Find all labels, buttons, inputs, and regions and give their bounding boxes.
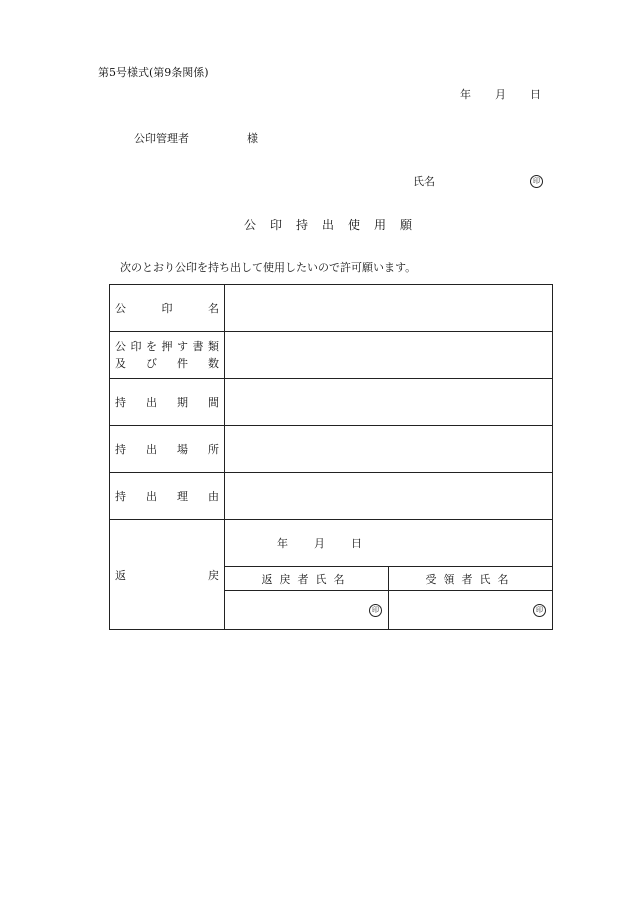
label-char: す (177, 340, 188, 353)
value-period[interactable] (225, 379, 553, 426)
row-reason (110, 473, 553, 520)
addressee-honorific: 様 (247, 132, 258, 145)
row-seal-name (110, 285, 553, 332)
row-period (110, 379, 553, 426)
label-char: を (146, 340, 157, 353)
label-char: 理 (177, 490, 188, 503)
label-char: 由 (208, 490, 219, 503)
return-section (225, 520, 553, 630)
label-char: 出 (146, 490, 157, 503)
label-period (110, 379, 225, 426)
row-documents (110, 332, 553, 379)
label-char: び (146, 357, 157, 370)
value-documents[interactable] (225, 332, 553, 379)
label-char: 印 (130, 340, 142, 353)
label-char: 数 (208, 357, 219, 370)
receiver-name-header: 受領者氏名 (389, 567, 552, 591)
label-seal-name (110, 285, 225, 332)
document-title: 公印持出使用願 (244, 218, 427, 232)
label-char: 及 (115, 357, 126, 370)
value-reason[interactable] (225, 473, 553, 520)
label-char: 場 (177, 443, 188, 456)
label-char: 公 (115, 340, 126, 353)
returner-sign-cell[interactable] (225, 591, 389, 629)
label-char: 公 (115, 302, 126, 315)
label-char: 押 (161, 340, 173, 353)
label-char: 間 (208, 396, 219, 409)
label-char: 所 (208, 443, 219, 456)
return-year: 年 (277, 537, 288, 550)
label-char: 持 (115, 443, 126, 456)
label-char: 書 (192, 340, 204, 353)
label-char: 持 (115, 396, 126, 409)
label-char: 戻 (208, 568, 219, 582)
returner-name-header: 返戻者氏名 (225, 567, 389, 591)
intro-text: 次のとおり公印を持ち出して使用したいので許可願います。 (120, 261, 417, 274)
seal-icon: 印 (533, 604, 546, 617)
label-char: 名 (208, 302, 219, 315)
label-char: 出 (146, 396, 157, 409)
receiver-sign-cell[interactable] (389, 591, 552, 629)
return-day: 日 (351, 537, 362, 550)
form-number: 第5号様式(第9条関係) (98, 66, 209, 79)
applicant-name-label: 氏名 (413, 175, 435, 188)
date-year: 年 (460, 88, 471, 101)
label-char: 持 (115, 490, 126, 503)
value-seal-name[interactable] (225, 285, 553, 332)
row-return (110, 520, 553, 630)
row-place (110, 426, 553, 473)
application-table (109, 284, 553, 630)
addressee (134, 133, 258, 144)
applicant-seal (530, 175, 543, 188)
date-line (460, 89, 541, 100)
label-char: 類 (208, 340, 219, 353)
addressee-label: 公印管理者 (134, 132, 189, 145)
label-return (110, 520, 225, 630)
return-month: 月 (314, 537, 325, 550)
label-documents (110, 332, 225, 379)
label-char: 返 (115, 568, 126, 582)
label-char: 出 (146, 443, 157, 456)
label-char: 件 (177, 357, 188, 370)
seal-icon: 印 (530, 175, 543, 188)
value-place[interactable] (225, 426, 553, 473)
label-char: 印 (161, 302, 173, 315)
label-reason (110, 473, 225, 520)
label-place (110, 426, 225, 473)
label-char: 期 (177, 396, 188, 409)
date-month: 月 (495, 88, 506, 101)
return-date[interactable] (225, 520, 552, 567)
seal-icon: 印 (369, 604, 382, 617)
date-day: 日 (530, 88, 541, 101)
